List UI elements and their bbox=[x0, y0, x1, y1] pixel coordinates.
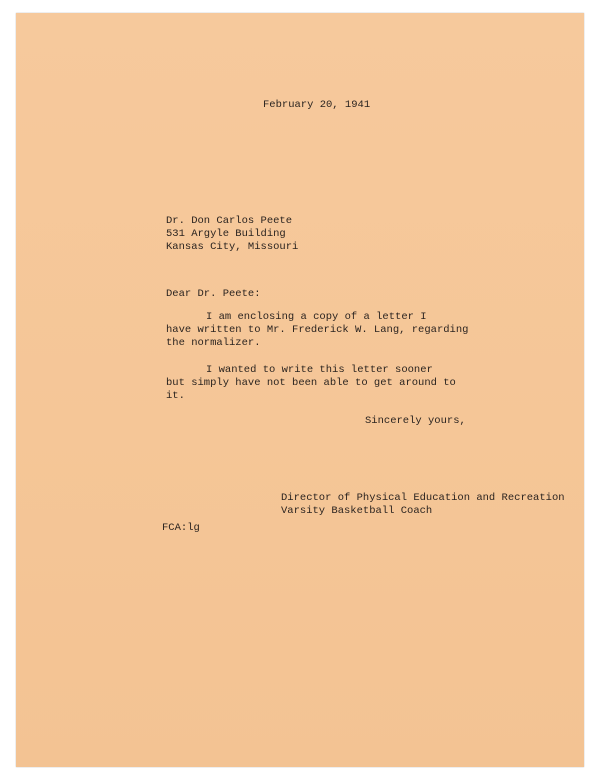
salutation: Dear Dr. Peete: bbox=[166, 288, 261, 300]
recipient-name: Dr. Don Carlos Peete bbox=[166, 215, 293, 227]
body-paragraph-1-line: have written to Mr. Frederick W. Lang, regarding bbox=[166, 324, 469, 336]
body-paragraph-2-line: it. bbox=[166, 390, 185, 402]
letter-page bbox=[16, 13, 584, 767]
recipient-address bbox=[166, 215, 298, 254]
recipient-street: 531 Argyle Building bbox=[166, 228, 286, 240]
body-paragraph-2-line: but simply have not been able to get around to bbox=[166, 377, 456, 389]
reference-initials: FCA:lg bbox=[162, 522, 200, 534]
recipient-city: Kansas City, Missouri bbox=[166, 241, 299, 253]
body-paragraph-1-line: the normalizer. bbox=[166, 337, 261, 349]
body-paragraph-2-line: I wanted to write this letter sooner bbox=[206, 364, 433, 376]
signature-title: Varsity Basketball Coach bbox=[281, 505, 433, 517]
letter-date: February 20, 1941 bbox=[263, 99, 371, 111]
body-paragraph-1-line: I am enclosing a copy of a letter I bbox=[206, 311, 427, 323]
signature-title: Director of Physical Education and Recreation bbox=[281, 492, 565, 504]
complimentary-closing: Sincerely yours, bbox=[365, 415, 466, 427]
